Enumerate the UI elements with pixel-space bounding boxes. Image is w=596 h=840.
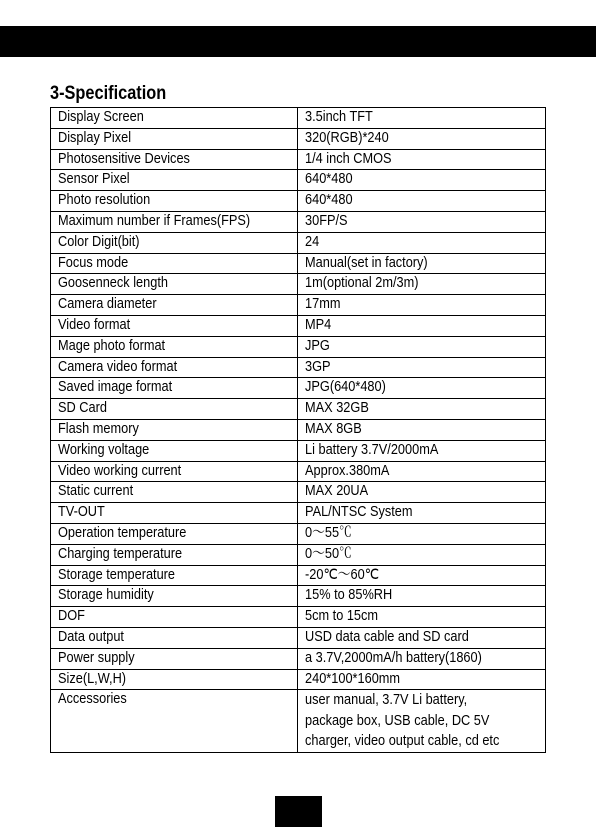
spec-label: Charging temperature <box>58 545 183 562</box>
table-row <box>51 274 546 295</box>
table-row <box>51 336 546 357</box>
spec-label-cell <box>51 274 298 295</box>
spec-value-cell <box>298 586 546 607</box>
spec-value: MP4 <box>305 316 332 333</box>
spec-value-cell <box>298 399 546 420</box>
spec-label-cell <box>51 108 298 129</box>
spec-label-cell <box>51 315 298 336</box>
spec-label: Working voltage <box>58 441 150 458</box>
spec-value-cell <box>298 378 546 399</box>
spec-label: TV-OUT <box>58 504 105 521</box>
section-title: 3-Specification <box>50 83 167 104</box>
spec-label-cell <box>51 232 298 253</box>
spec-value: 640*480 <box>305 171 353 188</box>
spec-label: DOF <box>58 608 85 625</box>
table-row <box>51 128 546 149</box>
spec-label: Power supply <box>58 649 135 666</box>
table-row <box>51 607 546 628</box>
spec-value: 3.5inch TFT <box>305 109 373 125</box>
spec-value-cell <box>298 523 546 544</box>
specification-table <box>50 107 546 753</box>
spec-label-cell <box>51 357 298 378</box>
spec-label-cell <box>51 253 298 274</box>
spec-label: Storage temperature <box>58 566 176 583</box>
spec-value-cell <box>298 503 546 524</box>
table-row <box>51 586 546 607</box>
spec-label-cell <box>51 586 298 607</box>
table-row <box>51 149 546 170</box>
spec-value: 24 <box>305 233 320 250</box>
spec-value: 240*100*160mm <box>305 670 401 687</box>
header-bar <box>0 26 596 57</box>
spec-value-cell <box>298 253 546 274</box>
spec-label: Photosensitive Devices <box>58 150 190 167</box>
spec-label-cell <box>51 648 298 669</box>
spec-value-cell <box>298 482 546 503</box>
spec-value: -20℃～60℃ <box>305 566 380 583</box>
spec-value: 15% to 85%RH <box>305 587 393 604</box>
spec-label: Goosenneck length <box>58 275 168 292</box>
spec-value-cell <box>298 544 546 565</box>
spec-value: Approx.380mA <box>305 462 390 479</box>
spec-value-cell <box>298 336 546 357</box>
spec-label-cell <box>51 378 298 399</box>
table-row <box>51 191 546 212</box>
table-row <box>51 232 546 253</box>
spec-label-cell <box>51 627 298 648</box>
spec-value: 30FP/S <box>305 212 348 229</box>
spec-label-cell <box>51 565 298 586</box>
spec-label-cell <box>51 482 298 503</box>
table-row <box>51 108 546 129</box>
table-row <box>51 378 546 399</box>
spec-label: Saved image format <box>58 379 173 396</box>
spec-value-cell <box>298 419 546 440</box>
table-row <box>51 419 546 440</box>
spec-value: 640*480 <box>305 192 353 209</box>
spec-label: Color Digit(bit) <box>58 233 140 250</box>
spec-label: Accessories <box>58 691 127 708</box>
spec-value-cell <box>298 149 546 170</box>
spec-label: Display Pixel <box>58 129 132 146</box>
spec-label: Size(L,W,H) <box>58 670 127 687</box>
spec-value-cell <box>298 627 546 648</box>
spec-label-cell <box>51 149 298 170</box>
spec-value-cell <box>298 315 546 336</box>
spec-value-cell <box>298 357 546 378</box>
spec-value-cell <box>298 170 546 191</box>
spec-label-cell <box>51 191 298 212</box>
spec-label: Sensor Pixel <box>58 171 130 188</box>
table-row <box>51 523 546 544</box>
table-row <box>51 211 546 232</box>
spec-label: Operation temperature <box>58 524 187 541</box>
spec-value: Manual(set in factory) <box>305 254 428 271</box>
spec-value: MAX 32GB <box>305 400 369 417</box>
spec-label-cell <box>51 419 298 440</box>
table-row <box>51 440 546 461</box>
spec-label: Camera diameter <box>58 296 157 313</box>
spec-label-cell <box>51 544 298 565</box>
spec-value: MAX 20UA <box>305 483 369 500</box>
spec-label-cell <box>51 461 298 482</box>
spec-value: 3GP <box>305 358 331 375</box>
spec-label-cell <box>51 211 298 232</box>
spec-label: Flash memory <box>58 420 139 437</box>
spec-value-cell <box>298 232 546 253</box>
spec-label: Camera video format <box>58 358 178 375</box>
spec-value: 1m(optional 2m/3m) <box>305 275 419 292</box>
spec-value-cell <box>298 274 546 295</box>
table-row <box>51 461 546 482</box>
spec-value: 0～50℃ <box>305 545 352 562</box>
page-number-box <box>275 796 322 827</box>
spec-value-cell <box>298 669 546 690</box>
spec-label-cell <box>51 503 298 524</box>
spec-value: USD data cable and SD card <box>305 628 469 645</box>
table-row <box>51 170 546 191</box>
table-row <box>51 295 546 316</box>
spec-label: Video working current <box>58 462 182 479</box>
spec-label-cell <box>51 523 298 544</box>
spec-value-cell <box>298 211 546 232</box>
spec-label: Storage humidity <box>58 587 154 604</box>
spec-label: Focus mode <box>58 254 129 271</box>
spec-label: Video format <box>58 316 131 333</box>
spec-label: SD Card <box>58 400 107 417</box>
spec-value-cell <box>298 440 546 461</box>
table-row <box>51 503 546 524</box>
spec-value: 17mm <box>305 296 341 313</box>
spec-value: 0～55℃ <box>305 524 352 541</box>
table-row <box>51 357 546 378</box>
spec-value-cell <box>298 565 546 586</box>
spec-value-cell <box>298 607 546 628</box>
spec-value: JPG <box>305 337 330 354</box>
spec-value-cell <box>298 690 546 753</box>
spec-value: MAX 8GB <box>305 420 362 437</box>
spec-value: 1/4 inch CMOS <box>305 150 392 167</box>
spec-label-cell <box>51 440 298 461</box>
spec-label-cell <box>51 669 298 690</box>
table-row <box>51 565 546 586</box>
table-row <box>51 627 546 648</box>
spec-label: Photo resolution <box>58 192 151 209</box>
spec-value-cell <box>298 108 546 129</box>
spec-value: 320(RGB)*240 <box>305 129 389 146</box>
table-row <box>51 482 546 503</box>
spec-label-cell <box>51 295 298 316</box>
spec-value: PAL/NTSC System <box>305 504 413 521</box>
spec-value-cell <box>298 191 546 212</box>
spec-value: JPG(640*480) <box>305 379 386 396</box>
spec-label: Data output <box>58 628 124 645</box>
spec-value: a 3.7V,2000mA/h battery(1860) <box>305 649 482 666</box>
table-row <box>51 690 546 753</box>
spec-label: Display Screen <box>58 109 144 125</box>
table-row <box>51 544 546 565</box>
table-row <box>51 253 546 274</box>
table-row <box>51 315 546 336</box>
table-row <box>51 669 546 690</box>
spec-label-cell <box>51 607 298 628</box>
spec-value-cell <box>298 295 546 316</box>
spec-value: 5cm to 15cm <box>305 608 379 625</box>
spec-label: Static current <box>58 483 134 500</box>
spec-value: Li battery 3.7V/2000mA <box>305 441 439 458</box>
spec-value: user manual, 3.7V Li battery, package box, USB cable, DC 5V charger, video output cable, cd etc <box>305 692 500 750</box>
spec-label-cell <box>51 399 298 420</box>
spec-label: Mage photo format <box>58 337 166 354</box>
spec-label-cell <box>51 128 298 149</box>
spec-label-cell <box>51 690 298 753</box>
spec-value-cell <box>298 128 546 149</box>
table-row <box>51 648 546 669</box>
spec-value-cell <box>298 648 546 669</box>
spec-label-cell <box>51 336 298 357</box>
spec-label: Maximum number if Frames(FPS) <box>58 212 251 229</box>
spec-value-cell <box>298 461 546 482</box>
table-row <box>51 399 546 420</box>
spec-label-cell <box>51 170 298 191</box>
